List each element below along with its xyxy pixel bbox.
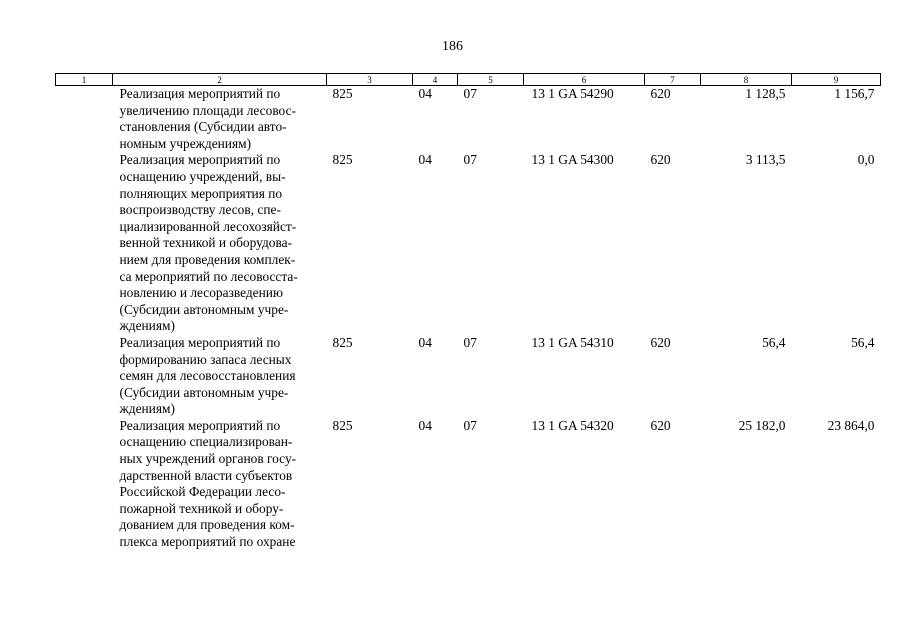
description-line: нием для проведения комплек- bbox=[119, 251, 296, 267]
description-line: становления (Субсидии авто- bbox=[119, 119, 287, 135]
target-article-code: 13 1 GA 54320 bbox=[531, 417, 614, 433]
description-line: новлению и лесоразведению bbox=[119, 285, 283, 301]
target-article-code: 13 1 GA 54310 bbox=[531, 334, 614, 350]
table-row bbox=[56, 152, 881, 335]
amount-col9: 0,0 bbox=[857, 152, 875, 168]
description-line: Российской Федерации лесо- bbox=[119, 484, 286, 500]
description-line: венной техникой и оборудова- bbox=[119, 235, 293, 251]
table-row bbox=[56, 418, 881, 551]
section-code: 04 bbox=[418, 334, 432, 350]
description-line: дованием для проведения ком- bbox=[119, 517, 295, 533]
grbs-code: 825 bbox=[332, 152, 353, 168]
target-article-code: 13 1 GA 54300 bbox=[531, 152, 614, 168]
description-cell bbox=[113, 152, 327, 335]
description-line: са мероприятий по лесовосста- bbox=[119, 268, 298, 284]
description-line: ждениям) bbox=[119, 401, 175, 417]
expense-type-code: 620 bbox=[650, 334, 671, 350]
column-number-2: 2 bbox=[113, 74, 327, 86]
description-line: увеличению площади лесовос- bbox=[119, 102, 296, 118]
description-line: циализированной лесохозяйст- bbox=[119, 218, 297, 234]
grbs-code: 825 bbox=[332, 417, 353, 433]
section-code: 04 bbox=[418, 86, 432, 101]
description-line: семян для лесовосстановления bbox=[119, 368, 296, 384]
amount-col9: 23 864,0 bbox=[827, 417, 875, 433]
description-line: оснащению специализирован- bbox=[119, 434, 293, 450]
column-number-3: 3 bbox=[327, 74, 413, 86]
subsection-code: 07 bbox=[463, 417, 477, 433]
amount-col9: 1 156,7 bbox=[834, 86, 875, 101]
column-number-9: 9 bbox=[792, 74, 881, 86]
description-cell bbox=[113, 418, 327, 551]
row-index-cell bbox=[56, 418, 113, 551]
description-line: формированию запаса лесных bbox=[119, 351, 292, 367]
column-number-5: 5 bbox=[458, 74, 524, 86]
column-number-4: 4 bbox=[413, 74, 458, 86]
column-number-1: 1 bbox=[56, 74, 113, 86]
section-code: 04 bbox=[418, 417, 432, 433]
table-row bbox=[56, 335, 881, 418]
description-line: ных учреждений органов госу- bbox=[119, 451, 297, 467]
description-line: оснащению учреждений, вы- bbox=[119, 168, 286, 184]
description-line: плекса мероприятий по охране bbox=[119, 534, 296, 550]
description-cell bbox=[113, 86, 327, 153]
subsection-code: 07 bbox=[463, 152, 477, 168]
amount-col8: 3 113,5 bbox=[745, 152, 786, 168]
description-line: (Субсидии автономным учре- bbox=[119, 301, 289, 317]
grbs-code: 825 bbox=[332, 86, 353, 101]
column-number-7: 7 bbox=[645, 74, 701, 86]
description-line: Реализация мероприятий по bbox=[119, 152, 281, 168]
expense-type-code: 620 bbox=[650, 417, 671, 433]
amount-col8: 56,4 bbox=[762, 334, 786, 350]
description-line: полняющих мероприятия по bbox=[119, 185, 283, 201]
description-line: пожарной техникой и обору- bbox=[119, 500, 284, 516]
expense-type-code: 620 bbox=[650, 152, 671, 168]
row-index-cell bbox=[56, 86, 113, 153]
column-number-header-row bbox=[56, 74, 881, 86]
description-cell bbox=[113, 335, 327, 418]
amount-col8: 25 182,0 bbox=[738, 417, 786, 433]
grbs-code: 825 bbox=[332, 334, 353, 350]
budget-table bbox=[55, 73, 881, 551]
description-line: Реализация мероприятий по bbox=[119, 417, 281, 433]
page-number: 186 bbox=[442, 39, 463, 54]
section-code: 04 bbox=[418, 152, 432, 168]
description-line: воспроизводству лесов, спе- bbox=[119, 202, 281, 218]
amount-col8: 1 128,5 bbox=[745, 86, 786, 101]
target-article-code: 13 1 GA 54290 bbox=[531, 86, 614, 101]
description-line: Реализация мероприятий по bbox=[119, 334, 281, 350]
row-index-cell bbox=[56, 152, 113, 335]
expense-type-code: 620 bbox=[650, 86, 671, 101]
description-line: (Субсидии автономным учре- bbox=[119, 384, 289, 400]
subsection-code: 07 bbox=[463, 334, 477, 350]
subsection-code: 07 bbox=[463, 86, 477, 101]
description-line: ждениям) bbox=[119, 318, 175, 334]
amount-col9: 56,4 bbox=[851, 334, 875, 350]
row-index-cell bbox=[56, 335, 113, 418]
column-number-8: 8 bbox=[701, 74, 792, 86]
description-line: Реализация мероприятий по bbox=[119, 86, 281, 101]
description-line: номным учреждениям) bbox=[119, 135, 252, 151]
column-number-6: 6 bbox=[524, 74, 645, 86]
table-row bbox=[56, 86, 881, 153]
description-line: дарственной власти субъектов bbox=[119, 467, 293, 483]
